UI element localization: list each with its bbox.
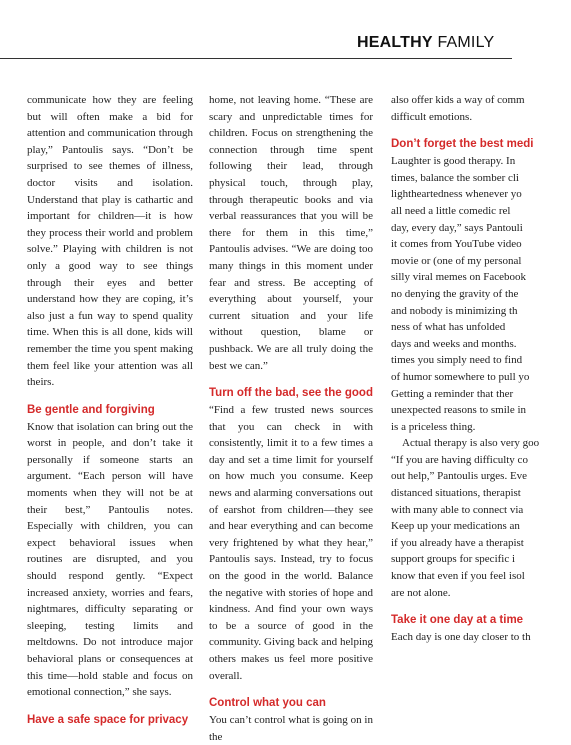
text-line: out help,” Pantoulis urges. Eve: [391, 470, 528, 483]
text-line: are not alone.: [391, 586, 451, 599]
text-line: of humor somewhere to pull yo: [391, 370, 530, 383]
text-line: know that even if you feel isol: [391, 570, 525, 583]
text-line: day, every day,” says Pantouli: [391, 221, 523, 234]
text-line: unexpected reasons to smile in: [391, 404, 527, 417]
subheading: Control what you can: [209, 697, 326, 710]
subheading: Turn off the bad, see the good: [209, 387, 373, 400]
paragraph: You can’t control what is going on in the: [209, 714, 373, 743]
paragraph: communicate how they are feeling but will often make a bid for attention and communication through play,” Pantoulis says. “Don’t be surprised to see themes of illness, doctor visits and isolation. Understand that play is cathartic and important for children—it is how they process their world and problem solve.” Playing with children is not only a good way to see things through their eyes and better understand how they are coping, it’s also just a fun way to spend quality time. When this is all done, kids will remember the time you spent making them feel like your attention was all theirs.: [27, 94, 193, 389]
subheading: Don’t forget the best medi: [391, 138, 534, 151]
paragraph: [391, 629, 571, 646]
text-line: if you already have a therapist: [391, 536, 524, 549]
article-column-2: [209, 92, 373, 745]
header-rule: [0, 58, 512, 59]
text-line: movie or (one of my personal: [391, 254, 522, 267]
text-line: times, balance the somber cli: [391, 171, 519, 184]
paragraph: [391, 92, 571, 125]
text-line: Actual therapy is also very goo: [402, 437, 540, 450]
text-line: Laughter is good therapy. In: [391, 155, 516, 168]
text-line: Getting a reminder that ther: [391, 387, 514, 400]
text-line: distanced situations, therapist: [391, 487, 521, 500]
text-line: is a priceless thing.: [391, 420, 476, 433]
text-line: Each day is one day closer to th: [391, 631, 531, 644]
text-line: with many able to connect via: [391, 503, 524, 516]
paragraph: “Find a few trusted news sources that you can check in with consistently, limit it to a few times a day and set a time limit for yourself on how much you consume. Keep news and alarming conversations out of earshot from children—they see and hear everything and can become very frightened by what they hear,” Pantoulis says. Instead, try to focus on the good in the world. Balance the negative with stories of hope and kindness. And find your own ways to be a source of good in the community. Giving back and helping others makes us feel more positive overall.: [209, 404, 373, 682]
text-line: times you simply need to find: [391, 354, 523, 367]
text-line: days and weeks and months.: [391, 337, 517, 350]
subheading: Have a safe space for privacy: [27, 713, 189, 726]
article-column-3: [391, 92, 571, 646]
text-line: ness of what has unfolded: [391, 321, 506, 334]
text-line: Keep up your medications an: [391, 520, 520, 533]
article-column-1: [27, 92, 193, 729]
text-line: silly viral memes on Facebook: [391, 271, 527, 284]
paragraph: home, not leaving home. “These are scary and unpredictable times for children. Focus on strengthening the connection through time spent following their lead, through physical touch, through play, through therapeutic books and via verbal reassurances that you will be there for them in this time,” Pantoulis advises. “We are doing too many things in this moment under fear and stress. Be accepting of everything about yourself, your current situation and your life without question, blame or pushback. We are all truly doing the best we can.”: [209, 94, 373, 372]
subheading: Take it one day at a time: [391, 614, 524, 627]
section-masthead: [357, 34, 494, 52]
text-line: it comes from YouTube video: [391, 238, 522, 251]
subheading: Be gentle and forgiving: [27, 403, 155, 416]
text-line: all need a little comedic rel: [391, 204, 511, 217]
text-line: “If you are having difficulty co: [391, 453, 528, 466]
masthead-bold: HEALTHY: [357, 34, 433, 51]
paragraph: [391, 153, 571, 435]
text-line: support groups for specific i: [391, 553, 516, 566]
masthead-light: FAMILY: [437, 34, 495, 51]
text-line: difficult emotions.: [391, 110, 473, 123]
text-line: and nobody is minimizing th: [391, 304, 518, 317]
paragraph: Know that isolation can bring out the worst in people, and don’t take it personally if someone starts an argument. “Each person will have moments when they will not be at their best,” Pantoulis notes. Especially with children, you can expect behavioral issues when routines are disrupted, and you should respond gently. “Expect increased anxiety, worries and fears, nightmares, difficulty separating or sleeping, testing limits and meltdowns. Do not introduce major behavioral plans or consequences at this time—hold stable and focus on emotional connection,” she says.: [27, 420, 193, 699]
text-line: also offer kids a way of comm: [391, 94, 525, 106]
text-line: lightheartedness whenever yo: [391, 188, 522, 201]
text-line: no denying the gravity of the: [391, 287, 519, 300]
paragraph: [391, 435, 571, 601]
